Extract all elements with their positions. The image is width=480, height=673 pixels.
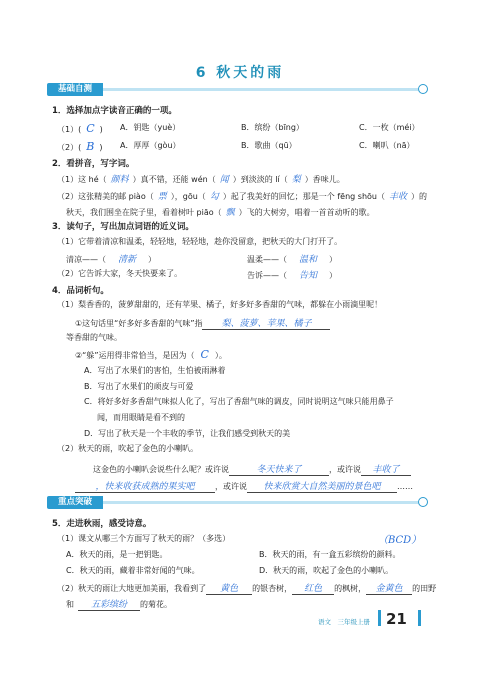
page-number: 21: [386, 610, 407, 628]
q4-l2-answer2: 快来欣赏大自然美丽的景色吧: [247, 479, 397, 493]
q3-pair1: [66, 252, 156, 265]
q3-p1-answer: 清新: [118, 255, 137, 265]
q2-l2-answer2: 勾: [209, 192, 219, 202]
q5-s2-text4: 的田野: [412, 584, 437, 593]
q4-heading: 4．品词析句。: [52, 286, 109, 296]
q4-fill-line1: [93, 462, 411, 476]
q2-l1-text2: ）真不错，还能 wén（: [132, 175, 216, 184]
q4-option-c: C．将好多好多香甜气味拟人化了，写出了香甜气味的调皮，同时说明这气味只能用鼻子: [84, 397, 394, 406]
q4-l1-text: 这金色的小喇叭会说些什么呢？或许说: [93, 465, 229, 474]
q4-item2: [75, 348, 227, 361]
q1-r1-option-b: B．缤纷（bīng）: [241, 123, 304, 132]
q2-l1-text: （1）这 hé（: [57, 175, 107, 184]
q3-p2-text: 温柔——（: [247, 255, 287, 264]
q4-item1: [75, 316, 330, 330]
q1-r1-suffix: ): [99, 125, 103, 134]
q2-l3-text: 秋天，我们围坐在院子里，看着树叶 piāo（: [66, 208, 222, 217]
q1-r1-prefix: （1）(: [57, 125, 82, 134]
q2-l2-text3: ）起了我美好的回忆；那是一个 fēng shōu（: [222, 192, 385, 201]
q3-p3-answer: 告知: [299, 271, 318, 281]
q5-option-d: D．秋天的雨，吹起了金色的小喇叭。: [259, 566, 394, 575]
q5-option-c: C．秋天的雨，藏着非常好闻的气味。: [66, 566, 200, 575]
q1-row2: [57, 140, 102, 153]
section-end-icon: [418, 84, 428, 94]
q4-fill-line2: [75, 479, 413, 493]
q2-heading: 2．看拼音，写字词。: [52, 159, 135, 169]
q4-i1-tail: 等香甜的气味。: [66, 333, 122, 342]
q1-r2-suffix: ): [99, 143, 103, 152]
page-title: 6 秋天的雨: [195, 65, 285, 81]
q1-r2-prefix: （2）(: [57, 143, 82, 152]
q3-p3-text: 告诉——（: [247, 271, 287, 280]
q1-r2-option-a: A．厚厚（gòu）: [120, 141, 181, 150]
q5-s3-answer: 五彩缤纷: [78, 597, 140, 611]
q4-l1-answer1: 冬天快来了: [229, 462, 329, 476]
q4-option-c-cont: 闻，而用眼睛是看不到的: [97, 413, 185, 422]
q1-r2-answer: B: [86, 140, 95, 153]
q5-heading: 5．走进秋雨，感受诗意。: [52, 519, 152, 529]
q2-l2-text2: ），gōu（: [170, 192, 206, 201]
q4-i1-text: ①这句话里“好多好多香甜的气味”指: [75, 319, 203, 328]
q4-sentence1: （1）梨香香的，菠萝甜甜的，还有苹果、橘子，好多好多香甜的气味，都躲在小雨滴里呢！: [57, 300, 383, 309]
q1-heading: 1．选择加点字读音正确的一项。: [52, 106, 177, 116]
q4-l1-text2: ，或许说: [329, 465, 361, 474]
q5-s1-answer: （BCD）: [378, 535, 422, 546]
footer-divider-right: [418, 610, 421, 626]
q4-l2-ellipsis: ……: [397, 482, 413, 491]
q2-l1-text3: ）到淡淡的 lí（: [232, 175, 288, 184]
q4-l2-answer1: ，快来收获成熟的果实吧: [75, 479, 215, 493]
q2-l2-answer1: 票: [157, 192, 167, 202]
q2-line1: [57, 172, 345, 185]
q5-sentence1: （1）课文从哪三个方面写了秋天的雨？（多选）: [57, 534, 231, 543]
section-tag: 基础自测: [47, 83, 103, 96]
q5-s2-text: （2）秋天的雨让大地更加美丽，我看到了: [57, 584, 207, 593]
q4-i2-text: ②“躲”运用得非常恰当，是因为（: [75, 351, 195, 360]
q4-option-b: B．写出了水果们的顽皮与可爱: [84, 382, 194, 391]
q4-option-a: A．写出了水果们的害怕，生怕被雨淋着: [84, 366, 226, 375]
q3-p2-close: ）: [329, 255, 338, 264]
q1-r1-option-c: C．一枚（méi）: [359, 123, 420, 132]
q2-l1-answer2: 闻: [219, 175, 229, 185]
q2-l3-text2: ）飞的大树旁，唱着一首首动听的歌。: [238, 208, 375, 217]
section-header-basic: [47, 83, 428, 96]
q1-row1: [57, 122, 103, 135]
section-end-icon: [418, 497, 428, 507]
q5-sentence2: [57, 581, 436, 595]
q4-i2-answer: C: [200, 348, 209, 361]
q1-r1-answer: C: [86, 122, 95, 135]
q3-sentence1: （1）它带着清凉和温柔，轻轻地，轻轻地，趁你没留意，把秋天的大门打开了。: [57, 237, 343, 246]
q4-sentence2: （2）秋天的雨，吹起了金色的小喇叭。: [57, 444, 199, 453]
q5-s2-text3: 的枫树，: [334, 584, 367, 593]
q5-option-b: B．秋天的雨，有一盒五彩缤纷的颜料。: [259, 550, 401, 559]
q5-s2-text2: 的银杏树，: [252, 584, 293, 593]
q3-pair2: [247, 252, 337, 265]
q5-sentence3: [66, 597, 172, 611]
q5-s2-answer3: 金黄色: [366, 581, 412, 595]
q3-sentence2: （2）它告诉大家，冬天快要来了。: [57, 269, 183, 278]
q1-r1-option-a: A．钥匙（yuè）: [120, 123, 181, 132]
q4-l2-text: ，或许说: [215, 482, 247, 491]
q5-s2-answer2: 红色: [292, 581, 334, 595]
q5-s3-text2: 的菊花。: [140, 600, 172, 609]
footer-label: 语文 三年级上册: [318, 618, 370, 626]
q4-i1-answer: 梨、菠萝、苹果、橘子: [202, 316, 330, 330]
q4-option-d: D．写出了秋天是一个丰收的季节，让我们感受到秋天的美: [84, 429, 291, 438]
q5-s2-answer1: 黄色: [206, 581, 252, 595]
q1-r2-option-b: B．歌曲（qū）: [241, 141, 297, 150]
q2-l3-answer: 飘: [225, 208, 235, 218]
q3-pair3: [247, 268, 337, 281]
q3-heading: 3．读句子，写出加点词语的近义词。: [52, 222, 194, 232]
q3-p1-close: ）: [148, 255, 157, 264]
q2-line2: [57, 189, 427, 202]
q2-line3: [66, 205, 375, 218]
q4-i2-close: ）。: [214, 351, 227, 360]
q2-l1-answer1: 颜料: [110, 175, 129, 185]
q3-p3-close: ）: [329, 271, 338, 280]
q3-p2-answer: 温和: [299, 255, 318, 265]
q2-l2-text4: ）的: [411, 192, 428, 201]
q2-l2-text: （2）这张精美的邮 piào（: [57, 192, 154, 201]
section-divider: [103, 88, 418, 91]
q5-s3-text: 和: [66, 600, 74, 609]
q5-option-a: A．秋天的雨，是一把钥匙。: [66, 550, 168, 559]
section-header-key: [47, 496, 428, 509]
q1-r2-option-c: C．喇叭（nā）: [359, 141, 415, 150]
section-divider: [103, 501, 418, 504]
q4-l1-answer2: 丰收了: [361, 462, 411, 476]
q2-l1-answer3: 梨: [291, 175, 301, 185]
footer-divider: [378, 610, 381, 626]
q2-l2-answer3: 丰收: [389, 192, 408, 202]
section-tag: 重点突破: [47, 496, 103, 509]
q2-l1-text4: ）香味儿。: [304, 175, 345, 184]
q3-p1-text: 清凉——（: [66, 255, 106, 264]
